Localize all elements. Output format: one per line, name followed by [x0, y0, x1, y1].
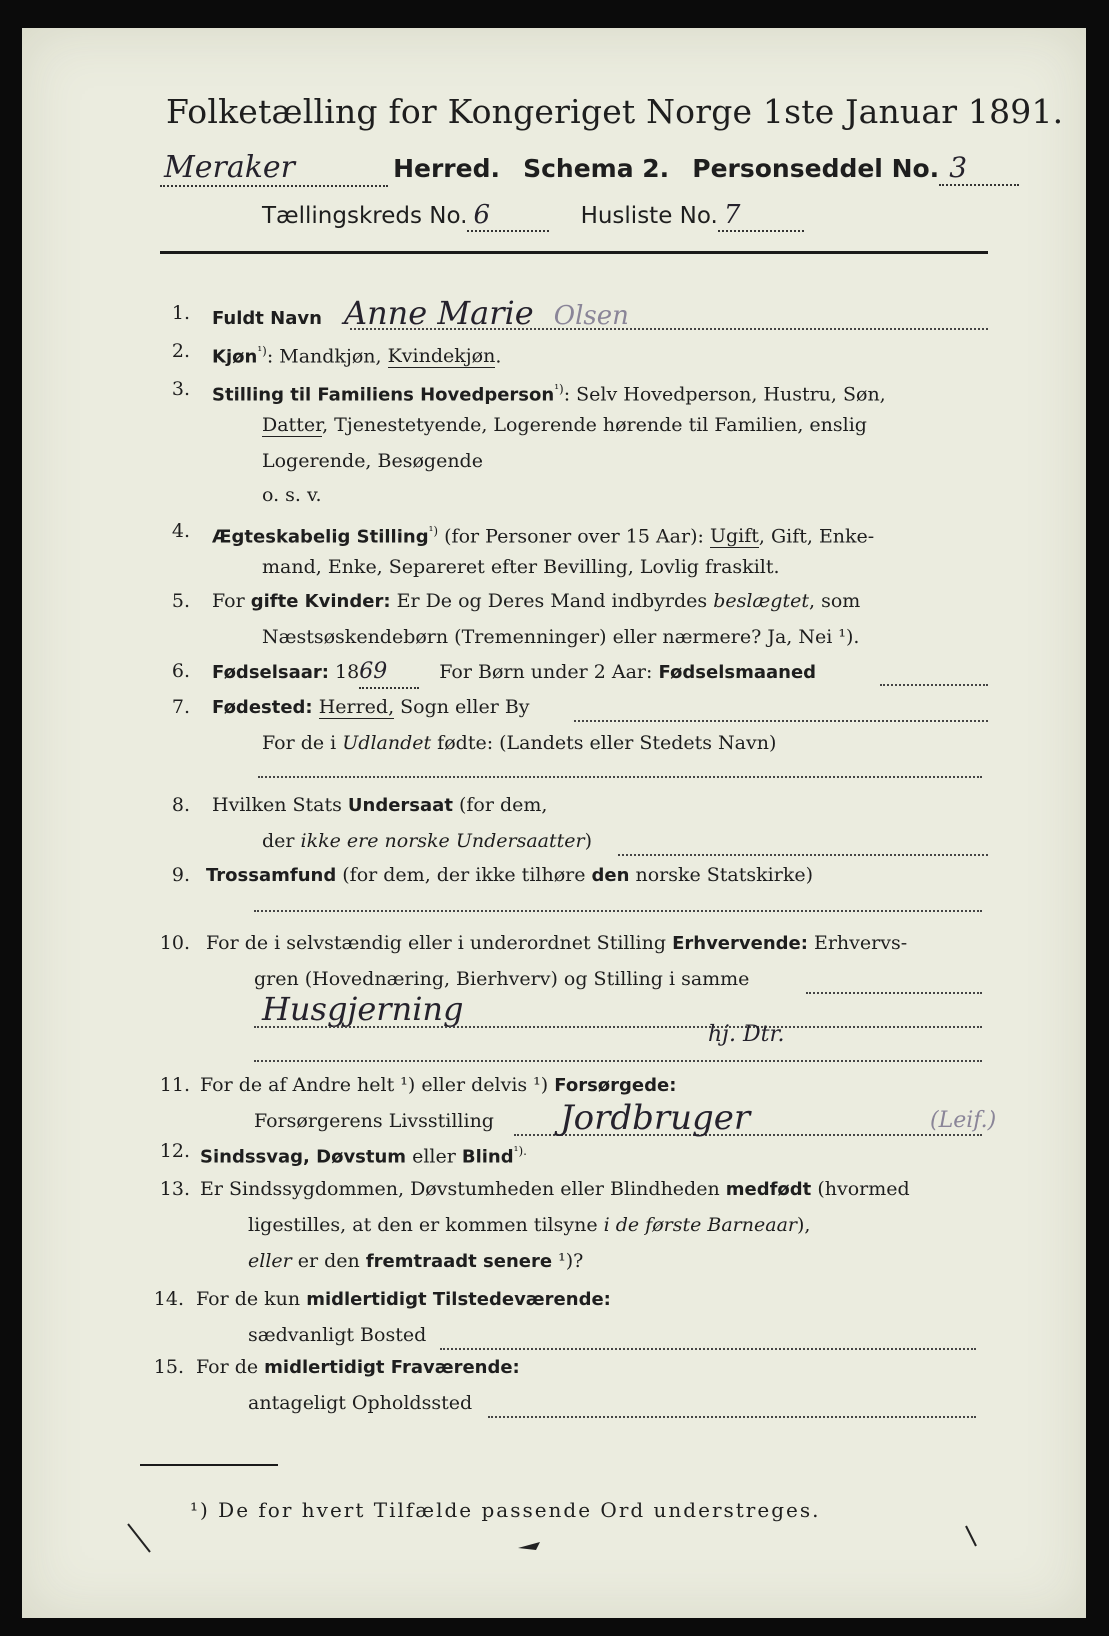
item-citizenship	[212, 790, 547, 821]
birth-year-label: Fødselsaar:	[212, 662, 329, 683]
item-religion	[206, 860, 813, 891]
item-number: 3.	[171, 378, 190, 400]
citizenship-text-b: (for dem,	[452, 794, 548, 816]
blind-label: Blind	[461, 1146, 514, 1168]
birth-month-text: For Børn under 2 Aar:	[439, 661, 659, 683]
item-number: 13.	[159, 1178, 190, 1200]
surname-value: Olsen	[553, 301, 629, 331]
herred-value: Meraker	[160, 150, 388, 187]
birth-year-value: 69	[359, 656, 419, 689]
congenital-line2-italic: i de første Barneaar	[603, 1214, 797, 1236]
usual-residence-line: sædvanligt Bosted	[248, 1324, 427, 1346]
marital-status-text: (for Personer over 15 Aar):	[438, 525, 710, 548]
item-number: 11.	[159, 1074, 190, 1096]
period: .	[495, 345, 502, 368]
congenital-line3-a: er den	[291, 1250, 366, 1272]
married-women-label: gifte Kvinder:	[250, 591, 391, 612]
sup: ¹)	[257, 344, 267, 358]
husliste-label: Husliste No.	[580, 203, 718, 229]
schema-label: Schema 2.	[523, 154, 670, 183]
item-number: 2.	[171, 340, 190, 362]
occupation-dotline	[806, 992, 982, 994]
item-congenital	[200, 1174, 910, 1205]
item-number: 10.	[159, 932, 190, 954]
later-label: fremtraadt senere	[365, 1251, 553, 1272]
congenital-line2-b: ),	[797, 1214, 811, 1236]
absent-residence-dotline	[488, 1416, 976, 1418]
family-position-label: Stilling til Familiens Hovedperson	[212, 384, 555, 406]
birthplace-options: Sogn eller By	[394, 696, 530, 718]
citizenship-line2	[262, 826, 592, 857]
sup: ¹)	[554, 382, 564, 396]
religion-end: norske Statskirke)	[629, 864, 813, 886]
related-word: beslægtet	[713, 590, 809, 612]
footnote-rule	[140, 1464, 278, 1466]
item-number: 15.	[153, 1356, 184, 1378]
disability-mid: eller	[406, 1145, 462, 1168]
citizenship-line2-b: )	[584, 830, 592, 852]
item-married-women	[212, 586, 860, 617]
marital-status-value: Ugift	[709, 525, 759, 548]
item-number: 1.	[171, 302, 190, 324]
item-family-position	[212, 374, 886, 410]
citizenship-text-a: Hvilken Stats	[212, 794, 348, 816]
kreds-label: Tællingskreds No.	[262, 203, 468, 229]
husliste-value: 7	[718, 200, 804, 232]
item-number: 6.	[171, 660, 190, 682]
census-form	[22, 28, 1086, 1618]
item-number: 4.	[171, 520, 190, 542]
item-disability	[200, 1136, 527, 1172]
item-occupation	[206, 928, 907, 959]
name-dotline	[350, 328, 988, 330]
married-women-line2: Næstsøskendebørn (Tremenninger) eller nærmere? Ja, Nei ¹).	[262, 626, 860, 648]
item-number: 5.	[171, 590, 190, 612]
birthplace-line2	[262, 728, 776, 759]
header-rule	[160, 251, 988, 254]
citizenship-label: Undersaat	[347, 795, 453, 816]
item-temporary-absent	[196, 1352, 520, 1383]
herred-label: Herred.	[393, 154, 500, 183]
foreign-text-a: For de i	[262, 732, 343, 754]
congenital-text-a: Er Sindssygdommen, Døvstumheden eller Blindheden	[200, 1178, 726, 1200]
item-sex	[212, 336, 501, 372]
footnote: ¹) De for hvert Tilfælde passende Ord understreges.	[190, 1498, 821, 1522]
prefix: For de	[196, 1356, 265, 1378]
foreign-text-b: fødte: (Landets eller Stedets Navn)	[431, 732, 777, 754]
occupation-dotline-3	[254, 1060, 982, 1062]
prefix: For	[212, 590, 251, 612]
family-position-line2	[262, 410, 867, 441]
item-provided-for	[200, 1070, 676, 1101]
congenital-line2-a: ligestilles, at den er kommen tilsyne	[248, 1214, 604, 1236]
kreds-line	[262, 200, 804, 232]
birthplace-value: Herred,	[318, 696, 395, 718]
married-women-end: , som	[808, 590, 861, 612]
full-name-label: Fuldt Navn	[212, 308, 322, 329]
religion-dotline	[254, 910, 982, 912]
item-birth-year	[212, 656, 816, 689]
congenital-line3	[248, 1246, 583, 1277]
occupation-value: Husgjerning	[262, 990, 464, 1028]
family-position-line1: : Selv Hovedperson, Hustru, Søn,	[563, 383, 886, 406]
occupation-label: Erhvervende:	[672, 933, 808, 954]
married-women-text: Er De og Deres Mand indbyrdes	[390, 590, 714, 612]
provider-value: Jordbruger	[560, 1098, 751, 1138]
sup: ¹)	[428, 524, 439, 538]
religion-den: den	[591, 865, 630, 886]
personseddel-value: 3	[939, 151, 1019, 186]
birthplace-dotline-2	[258, 776, 982, 778]
disability-label: Sindssvag, Døvstum	[200, 1146, 407, 1168]
family-position-line4: o. s. v.	[262, 484, 322, 506]
item-marital-status	[212, 516, 874, 552]
marital-status-label: Ægteskabelig Stilling	[212, 526, 429, 548]
full-name-value: Anne Marie	[343, 294, 534, 332]
herred-line	[160, 150, 1019, 187]
congenital-text-b: (hvormed	[811, 1178, 910, 1200]
sex-label: Kjøn	[212, 346, 258, 368]
congenital-line3-italic: eller	[248, 1250, 292, 1272]
religion-label: Trossamfund	[206, 865, 337, 886]
paper-marks	[120, 1510, 980, 1570]
occupation-text-a: For de i selvstændig eller i underordnet Stilling	[206, 932, 673, 954]
foreign-word: Udlandet	[342, 732, 432, 754]
temporary-present-label: midlertidigt Tilstedeværende:	[306, 1289, 611, 1310]
occupation-value-2: hj. Dtr.	[708, 1022, 785, 1047]
item-birthplace	[212, 692, 530, 723]
birthplace-dotline	[574, 720, 988, 722]
congenital-line3-b: ¹)?	[552, 1250, 584, 1272]
absent-residence-line: antageligt Opholdssted	[248, 1392, 473, 1414]
provided-for-label: Forsørgede:	[554, 1075, 677, 1096]
usual-residence-dotline	[440, 1348, 976, 1350]
religion-text: (for dem, der ikke tilhøre	[336, 864, 592, 886]
provided-for-text: For de af Andre helt ¹) eller delvis ¹)	[200, 1074, 555, 1096]
item-number: 8.	[171, 794, 190, 816]
occupation-text-b: Erhvervs-	[807, 932, 908, 954]
occupation-dotline-2	[254, 1026, 982, 1028]
kreds-value: 6	[467, 200, 549, 232]
family-position-options: , Tjenestetyende, Logerende hørende til Familien, enslig	[322, 414, 867, 436]
family-position-value: Datter	[262, 414, 323, 436]
marital-status-line2: mand, Enke, Separeret efter Bevilling, Lovlig fraskilt.	[262, 556, 780, 578]
citizenship-dotline	[618, 854, 988, 856]
item-number: 7.	[171, 696, 190, 718]
citizenship-line2-italic: ikke ere norske Undersaatter	[300, 830, 585, 852]
sup: ¹).	[513, 1144, 527, 1158]
birthplace-label: Fødested:	[212, 697, 313, 718]
family-position-line3: Logerende, Besøgende	[262, 450, 483, 472]
prefix: For de kun	[196, 1288, 307, 1310]
birth-year-prefix: 18	[335, 661, 360, 683]
congenital-label: medfødt	[725, 1179, 812, 1200]
sex-value: Kvindekjøn	[387, 345, 496, 368]
item-number: 12.	[159, 1140, 190, 1162]
item-temporary-present	[196, 1284, 611, 1315]
provider-line: Forsørgerens Livsstilling	[254, 1110, 494, 1132]
item-number: 14.	[153, 1288, 184, 1310]
citizenship-line2-a: der	[262, 830, 301, 852]
temporary-absent-label: midlertidigt Fraværende:	[264, 1357, 520, 1378]
marital-status-options: , Gift, Enke-	[758, 525, 875, 548]
occupation-line2: gren (Hovednæring, Bierhverv) og Stilling i samme	[254, 968, 750, 990]
birth-month-label: Fødselsmaaned	[658, 662, 817, 683]
item-number: 9.	[171, 864, 190, 886]
provider-value-2: (Leif.)	[930, 1108, 997, 1133]
form-title: Folketælling for Kongeriget Norge 1ste Januar 1891.	[166, 92, 1064, 131]
sex-options: : Mandkjøn,	[266, 345, 388, 368]
personseddel-label: Personseddel No.	[692, 154, 940, 183]
congenital-line2	[248, 1210, 810, 1241]
birth-month-dotline	[880, 684, 988, 686]
